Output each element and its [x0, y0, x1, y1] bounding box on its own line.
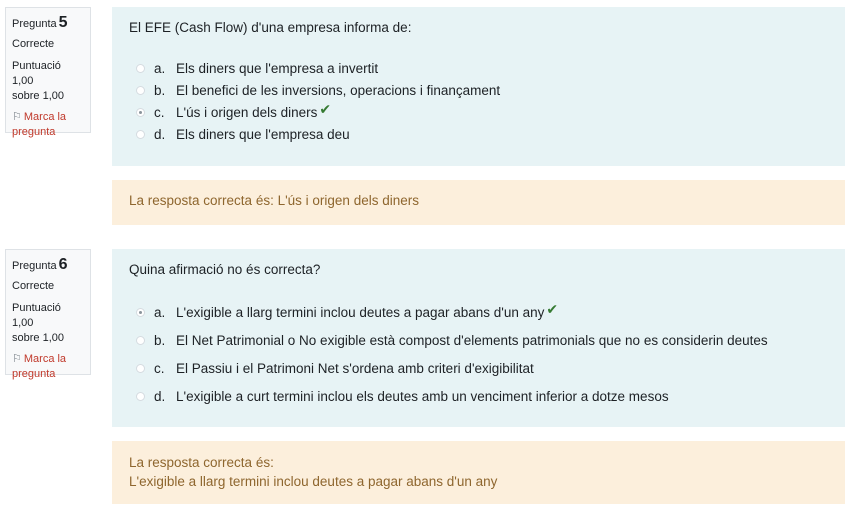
correct-answer-label: La resposta correcta és: [129, 455, 274, 470]
question-info-5 [5, 7, 91, 138]
answer-option-a[interactable]: a. Els diners que l'empresa a invertit [129, 57, 828, 79]
answer-text: El Passiu i el Patrimoni Net s'ordena amb criteri d'exigibilitat [176, 360, 534, 376]
answer-option-d[interactable]: d. Els diners que l'empresa deu [129, 123, 828, 145]
correct-answer-text: La resposta correcta és: L'ús i origen dels diners [129, 193, 419, 208]
answer-option-c[interactable]: c. L'ús i origen dels diners ✔ [129, 101, 828, 123]
radio-button[interactable] [136, 392, 145, 401]
radio-button-selected[interactable] [136, 108, 145, 117]
question-content-5 [112, 7, 845, 166]
radio-button[interactable] [136, 336, 145, 345]
radio-button[interactable] [136, 130, 145, 139]
answer-option-c[interactable]: c. El Passiu i el Patrimoni Net s'ordena amb criteri d'exigibilitat [129, 354, 828, 382]
answer-text: L'exigible a curt termini inclou els deutes amb un venciment inferior a dotze mesos [176, 388, 669, 404]
question-state: Correcte [12, 38, 55, 50]
radio-button[interactable] [136, 364, 145, 373]
question-text: El EFE (Cash Flow) d'una empresa informa de: [129, 20, 412, 35]
question-info-6 [5, 249, 91, 380]
question-content-6 [112, 249, 845, 427]
question-number: Pregunta 5 [12, 14, 68, 31]
feedback-5 [112, 180, 845, 225]
answer-option-a[interactable]: a. L'exigible a llarg termini inclou deutes a pagar abans d'un any ✔ [129, 298, 828, 326]
question-grade: Puntuació 1,00 sobre 1,00 [12, 302, 64, 344]
flag-question-link[interactable]: ⚐ Marca la pregunta [12, 353, 67, 380]
question-state: Correcte [12, 280, 55, 292]
answer-text: El Net Patrimonial o No exigible està compost d'elements patrimonials que no es considerin deutes [176, 332, 768, 348]
question-grade: Puntuació 1,00 sobre 1,00 [12, 60, 64, 102]
answer-text: L'ús i origen dels diners [176, 104, 318, 120]
question-number: Pregunta 6 [12, 256, 68, 273]
radio-button-selected[interactable] [136, 308, 145, 317]
feedback-6 [112, 441, 845, 504]
answer-text: El benefici de les inversions, operacions i finançament [176, 82, 501, 98]
flag-icon: ⚐ [12, 353, 22, 365]
radio-button[interactable] [136, 86, 145, 95]
answer-list [129, 298, 828, 410]
answer-option-b[interactable]: b. El Net Patrimonial o No exigible està compost d'elements patrimonials que no es considerin deutes [129, 326, 828, 354]
flag-icon: ⚐ [12, 111, 22, 123]
check-icon: ✔ [319, 100, 332, 117]
answer-text: Els diners que l'empresa deu [176, 126, 350, 142]
question-text: Quina afirmació no és correcta? [129, 262, 321, 277]
correct-answer-text: L'exigible a llarg termini inclou deutes a pagar abans d'un any [129, 474, 498, 489]
answer-text: L'exigible a llarg termini inclou deutes a pagar abans d'un any [176, 304, 545, 320]
flag-question-link[interactable]: ⚐ Marca la pregunta [12, 111, 67, 138]
answer-option-d[interactable]: d. L'exigible a curt termini inclou els deutes amb un venciment inferior a dotze mesos [129, 382, 828, 410]
check-icon: ✔ [546, 300, 559, 317]
radio-button[interactable] [136, 64, 145, 73]
answer-option-b[interactable]: b. El benefici de les inversions, operacions i finançament [129, 79, 828, 101]
answer-text: Els diners que l'empresa a invertit [176, 60, 379, 76]
answer-list [129, 57, 828, 145]
